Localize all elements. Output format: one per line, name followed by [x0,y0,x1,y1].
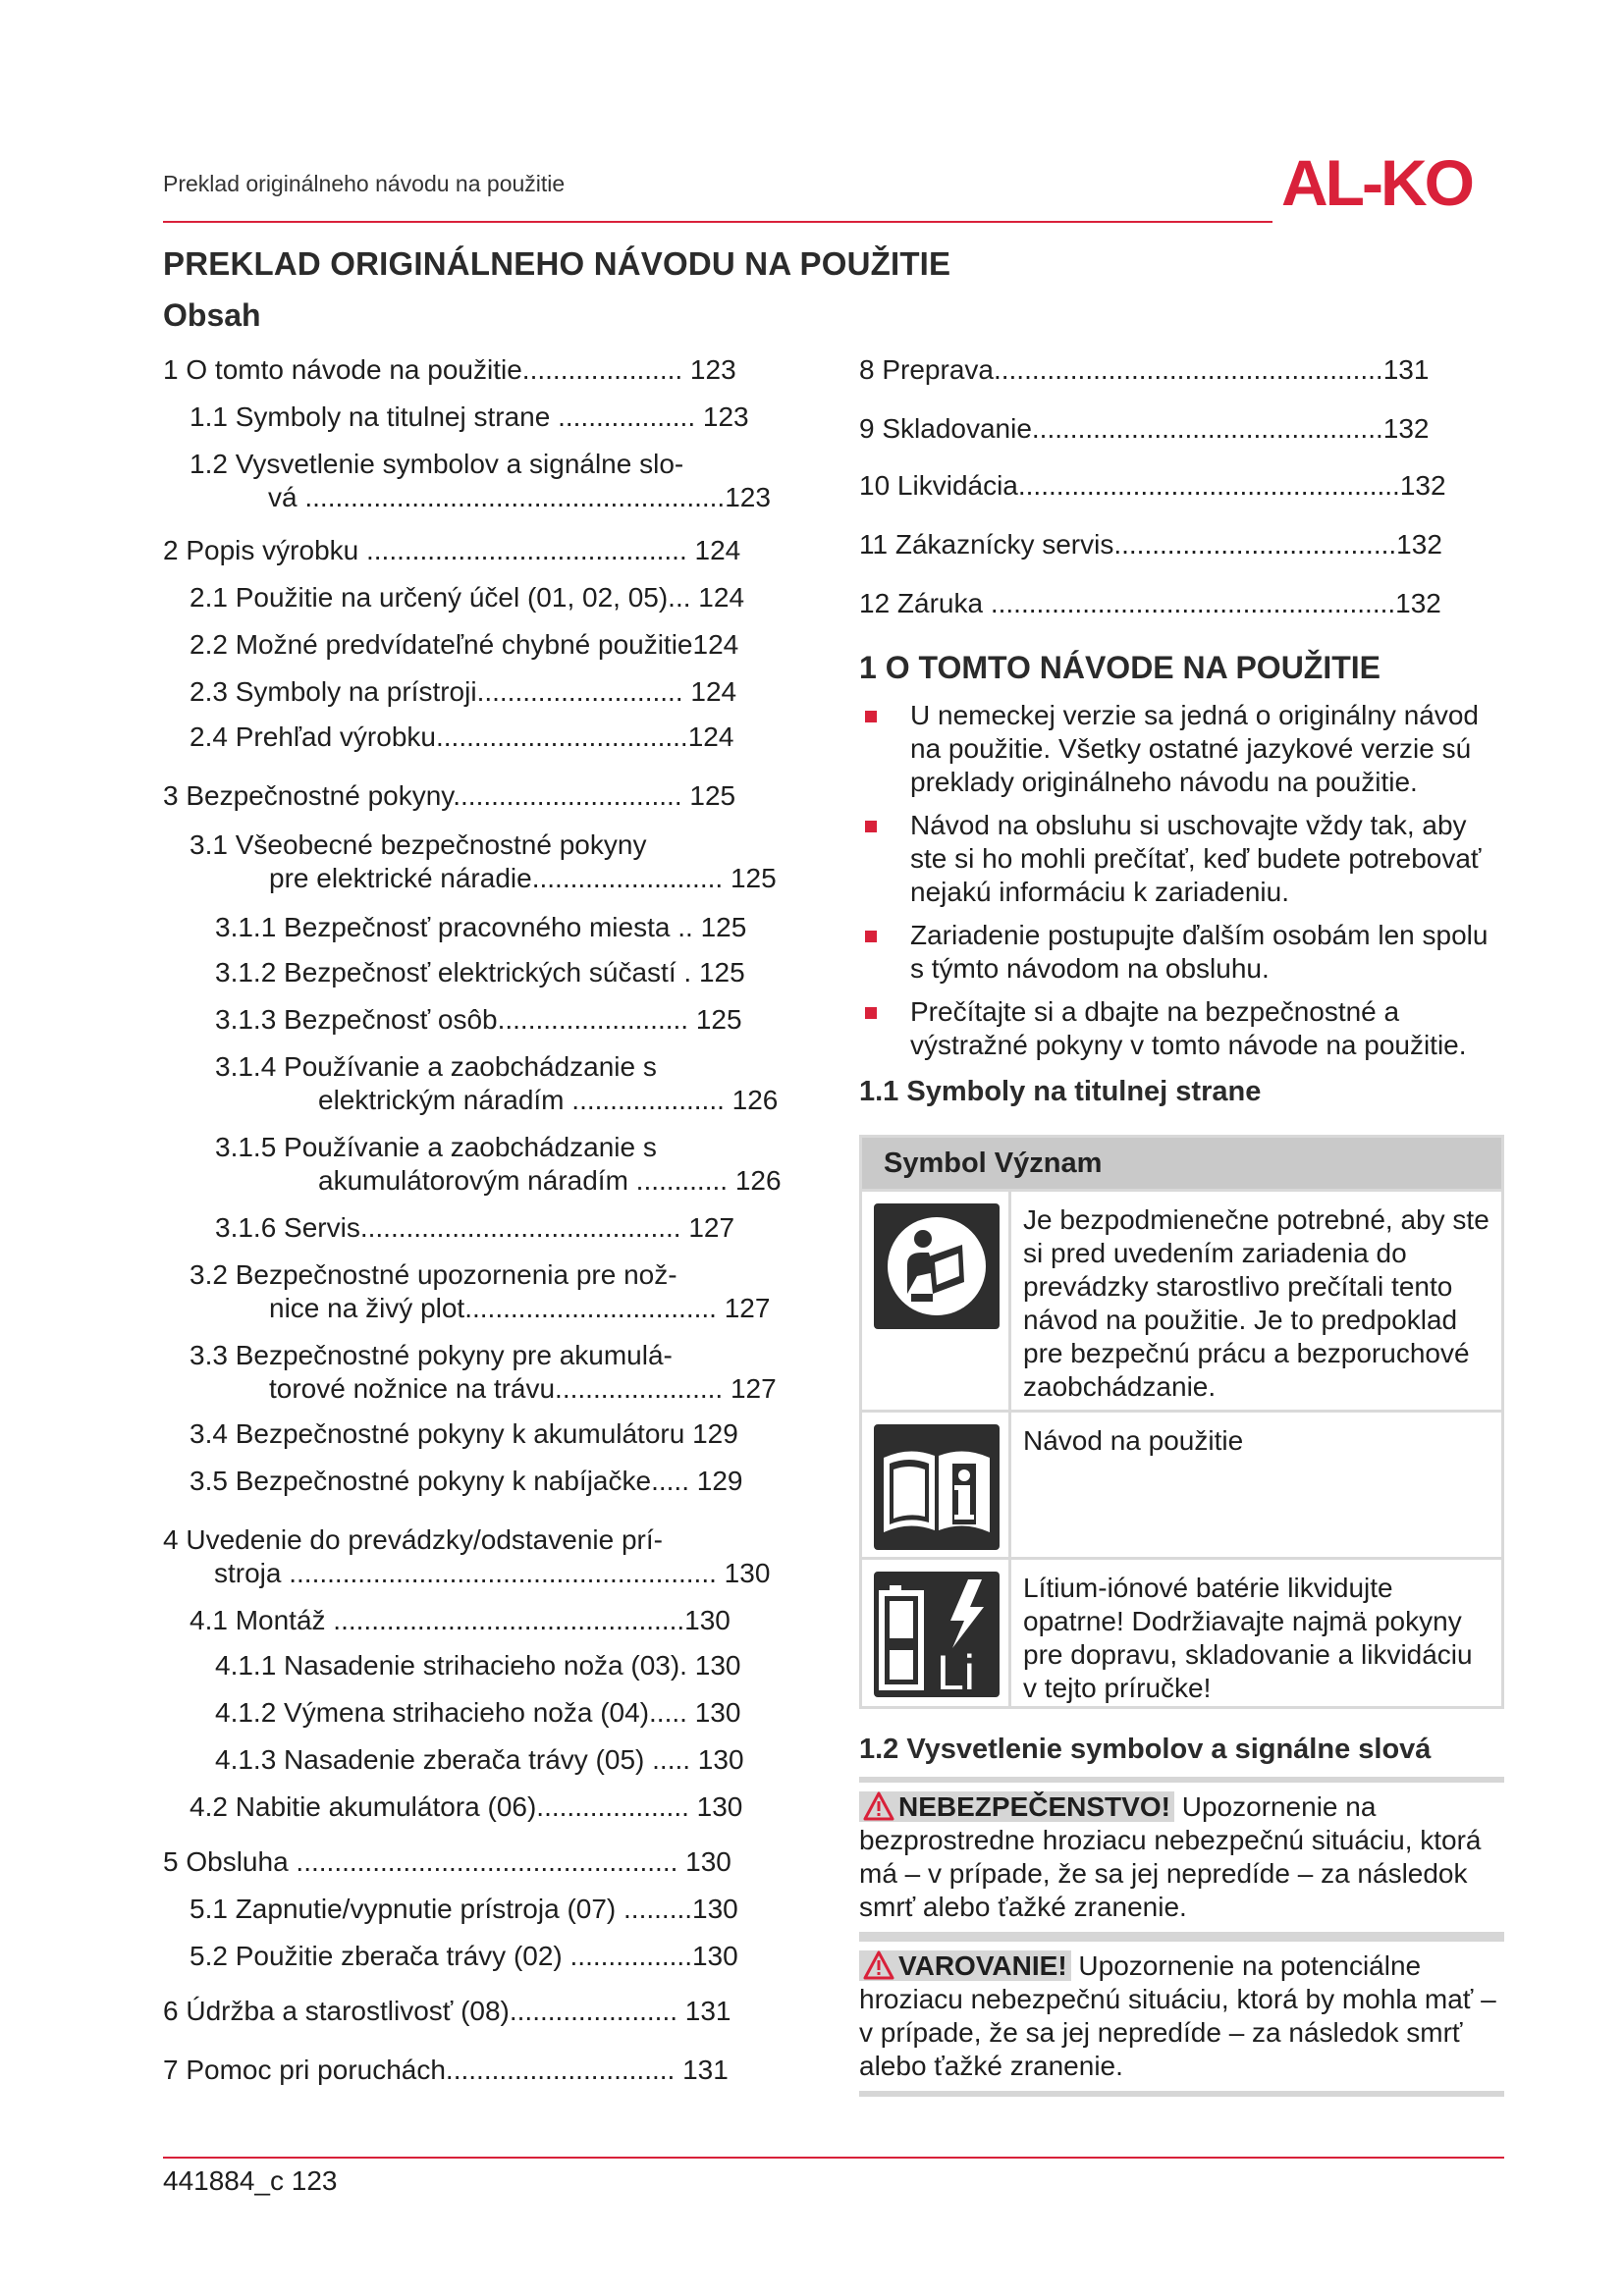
toc-entry[interactable]: 2.4 Prehľad výrobku.................................124 [189,721,734,752]
toc-entry[interactable]: 4 Uvedenie do prevádzky/odstavenie prí- [163,1524,663,1555]
symbols-table [859,1135,1504,1709]
section-heading-1-2: 1.2 Vysvetlenie symbolov a signálne slová [859,1734,1432,1765]
toc-entry[interactable]: 5.1 Zapnutie/vypnutie prístroja (07) .........130 [189,1894,738,1924]
footer-rule [163,2157,1504,2159]
toc-entry[interactable]: 11 Zákaznícky servis.....................................132 [859,529,1442,560]
toc-entry-cont: akumulátorovým náradím ............ 126 [318,1165,782,1196]
toc-entry[interactable]: 4.1 Montáž ..............................................130 [189,1605,731,1635]
table-row [862,1410,1501,1557]
svg-text:Li: Li [937,1645,975,1697]
toc-entry[interactable]: 1.2 Vysvetlenie symbolov a signálne slo- [189,449,684,479]
signal-word-danger: NEBEZPEČENSTVO! [859,1791,1174,1822]
toc-entry[interactable]: 3.4 Bezpečnostné pokyny k akumulátoru 129 [189,1418,738,1449]
toc-entry[interactable]: 5.2 Použitie zberača trávy (02) ................130 [189,1941,738,1971]
footer-doc-code: 441884_c 123 [163,2165,338,2196]
toc-entry[interactable]: 4.2 Nabitie akumulátora (06).................... 130 [189,1791,743,1822]
running-title: Preklad originálneho návodu na použitie [163,171,566,196]
toc-entry[interactable]: 4.1.2 Výmena strihacieho noža (04)..... 130 [215,1697,741,1728]
toc-entry[interactable]: 6 Údržba a starostlivosť (08)...................... 131 [163,1996,731,2026]
table-row [862,1189,1501,1410]
toc-entry[interactable]: 3.1.1 Bezpečnosť pracovného miesta .. 125 [215,912,747,942]
warning-triangle-icon [863,1791,894,1821]
toc-entry[interactable]: 1.1 Symboly na titulnej strane .................. 123 [189,401,749,432]
table-row [862,1557,1501,1706]
signal-word-warning: VAROVANIE! [859,1950,1071,1981]
header-rule [163,221,1272,223]
toc-entry[interactable]: 2.2 Možné predvídateľné chybné použitie124 [189,629,739,660]
warning-text: Upozornenie na potenciálne hroziacu nebezpečnú situáciu, ktorá by mohla mať – v prípade, že sa jej nepredíde – za následok smrť alebo ťažké zranenie. [859,1950,1496,2081]
symbol-meaning: Je bezpodmienečne potrebné, aby ste si pred uvedením zariadenia do prevádzky starostlivo prečítali tento návod na použitie. Je to predpoklad pre bezpečnú prácu a bezporuchové zaobchádzanie. [1023,1204,1489,1402]
symbol-meaning: Lítium-iónové batérie likvidujte opatrne! Dodržiavajte najmä pokyny pre dopravu, skladovanie a likvidáciu v tejto príručke! [1023,1573,1473,1703]
li-ion-battery-icon [874,1572,1000,1697]
contents-heading: Obsah [163,297,261,333]
toc-entry[interactable]: 2.1 Použitie na určený účel (01, 02, 05)... 124 [189,582,745,613]
toc-entry[interactable]: 3.5 Bezpečnostné pokyny k nabíjačke..... 129 [189,1466,743,1496]
toc-entry[interactable]: 3.2 Bezpečnostné upozornenia pre nož- [189,1259,677,1290]
toc-entry-cont: pre elektrické náradie......................... 125 [269,863,777,893]
toc-entry-cont: nice na živý plot................................. 127 [269,1293,771,1323]
warning-triangle-icon [863,1950,894,1980]
toc-entry-cont: vá .......................................................123 [268,482,771,512]
toc-entry[interactable]: 3.1.6 Servis.......................................... 127 [215,1212,735,1243]
toc-entry[interactable]: 3.3 Bezpečnostné pokyny pre akumulá- [189,1340,673,1370]
symbols-table-header: Symbol Význam [862,1138,1501,1189]
toc-entry[interactable]: 12 Záruka .....................................................132 [859,588,1441,618]
alko-logo [1281,149,1497,218]
manual-info-icon [874,1424,1000,1550]
toc-entry[interactable]: 4.1.1 Nasadenie strihacieho noža (03). 130 [215,1650,741,1681]
toc-entry[interactable]: 3.1 Všeobecné bezpečnostné pokyny [189,829,647,860]
toc-entry[interactable]: 3.1.3 Bezpečnosť osôb......................... 125 [215,1004,742,1035]
toc-entry[interactable]: 4.1.3 Nasadenie zberača trávy (05) ..... 130 [215,1744,744,1775]
bullet-item: Návod na obsluhu si uschovajte vždy tak, aby ste si ho mohli prečítať, keď budete potrebovať nejakú informáciu k zariadeniu. [859,809,1497,909]
warning-notice [859,1936,1504,2097]
toc-entry[interactable]: 3 Bezpečnostné pokyny.............................. 125 [163,780,736,811]
danger-warning [859,1777,1504,1938]
toc-entry[interactable]: 8 Preprava...................................................131 [859,354,1430,385]
toc-entry-cont: torové nožnice na trávu...................... 127 [269,1373,777,1404]
toc-entry-cont: elektrickým náradím .................... 126 [318,1085,779,1115]
document-title: PREKLAD ORIGINÁLNEHO NÁVODU NA POUŽITIE [163,245,951,282]
toc-entry[interactable]: 3.1.4 Používanie a zaobchádzanie s [215,1051,657,1082]
toc-entry[interactable]: 5 Obsluha .................................................. 130 [163,1846,731,1877]
toc-entry[interactable]: 1 O tomto návode na použitie..................... 123 [163,354,736,385]
logo-text: AL-KO [1281,149,1472,218]
toc-entry[interactable]: 3.1.5 Používanie a zaobchádzanie s [215,1132,657,1162]
toc-entry[interactable]: 7 Pomoc pri poruchách.............................. 131 [163,2055,729,2085]
section-heading-1-1: 1.1 Symboly na titulnej strane [859,1076,1262,1107]
symbol-meaning: Návod na použitie [1023,1425,1244,1456]
toc-entry[interactable]: 2 Popis výrobku .......................................... 124 [163,535,741,565]
toc-entry[interactable]: 9 Skladovanie..............................................132 [859,413,1430,444]
warning-text: Upozornenie na bezprostredne hroziacu nebezpečnú situáciu, ktorá má – v prípade, že sa jej nepredíde – za následok smrť alebo ťažké zranenie. [859,1791,1482,1922]
section-1-bullets [859,699,1497,1072]
bullet-item: Prečítajte si a dbajte na bezpečnostné a výstražné pokyny v tomto návode na použitie. [859,995,1497,1062]
bullet-item: U nemeckej verzie sa jedná o originálny návod na použitie. Všetky ostatné jazykové verzie sú preklady originálneho návodu na použitie. [859,699,1497,799]
section-heading-1: 1 O TOMTO NÁVODE NA POUŽITIE [859,650,1381,685]
bullet-item: Zariadenie postupujte ďalším osobám len spolu s týmto návodom na obsluhu. [859,919,1497,986]
toc-entry-cont: stroja ........................................................ 130 [214,1558,771,1588]
toc-entry[interactable]: 3.1.2 Bezpečnosť elektrických súčastí . 125 [215,957,745,988]
toc-entry[interactable]: 2.3 Symboly na prístroji........................... 124 [189,676,737,707]
toc-entry[interactable]: 10 Likvidácia..................................................132 [859,470,1446,501]
read-manual-icon [874,1203,1000,1329]
